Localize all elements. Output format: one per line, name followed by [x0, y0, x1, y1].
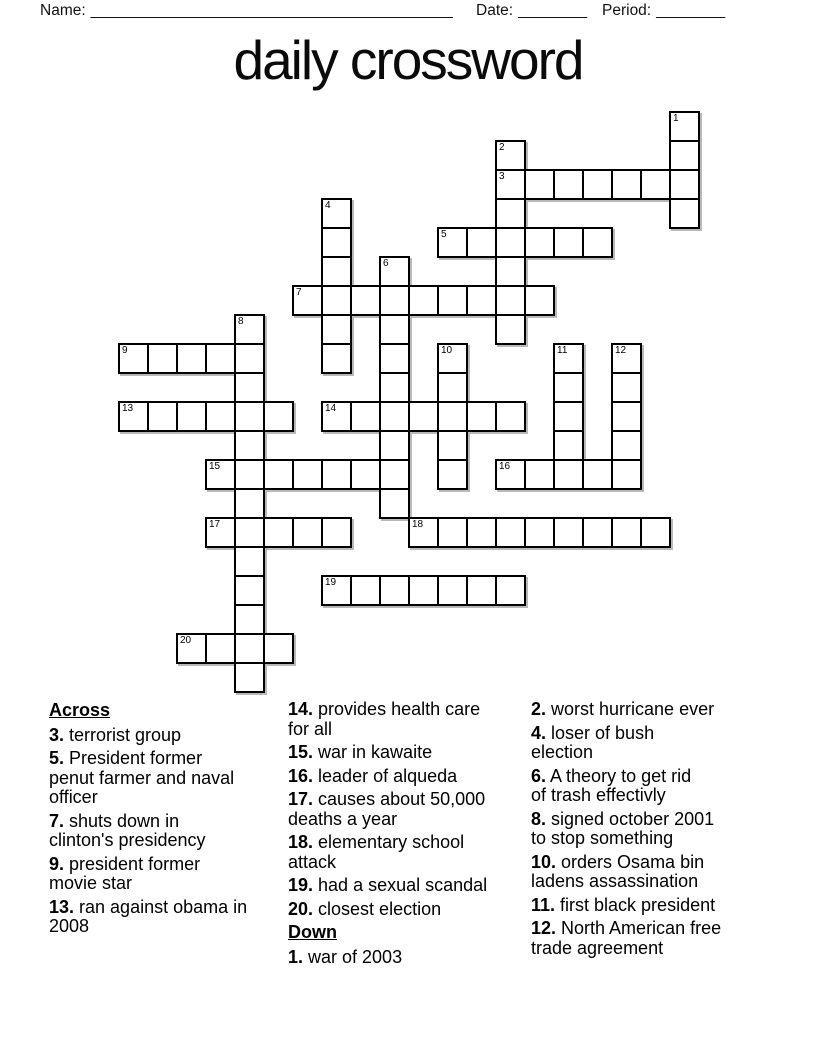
- clues-heading-down: Down: [288, 922, 337, 942]
- clue-5: 5. President former penut farmer and naval officer: [49, 748, 235, 807]
- cell-number: 14: [325, 403, 337, 414]
- clue-6: 6. A theory to get rid of trash effectivly: [531, 765, 692, 805]
- grid-cell[interactable]: [234, 546, 265, 577]
- date-label: Date:: [476, 2, 514, 19]
- clue-7: 7. shuts down in clinton's presidency: [49, 810, 206, 850]
- date-blank-line: ________: [518, 2, 588, 19]
- grid-cell[interactable]: [147, 343, 178, 374]
- grid-cell[interactable]: [321, 285, 352, 316]
- cell-number: 19: [325, 577, 337, 588]
- grid-cell[interactable]: [582, 517, 613, 548]
- clue-4: 4. loser of bush election: [531, 722, 655, 762]
- clue-8: 8. signed october 2001 to stop something: [531, 808, 715, 848]
- grid-cell[interactable]: [234, 430, 265, 461]
- grid-cell[interactable]: [582, 459, 613, 490]
- clue-11: 11. first black president: [531, 894, 716, 915]
- grid-cell[interactable]: [205, 343, 236, 374]
- grid-cell[interactable]: [379, 401, 410, 432]
- clue-1: 1. war of 2003: [288, 946, 403, 967]
- cell-number: 7: [296, 287, 302, 298]
- name-blank-line: __________________________________________: [90, 2, 453, 19]
- clue-number: 6.: [531, 765, 547, 786]
- cell-number: 9: [122, 345, 128, 356]
- grid-cell[interactable]: [379, 575, 410, 606]
- grid-cell[interactable]: [379, 343, 410, 374]
- grid-cell[interactable]: [640, 517, 671, 548]
- grid-cell[interactable]: [582, 227, 613, 258]
- clue-number: 15.: [288, 742, 314, 762]
- grid-cell[interactable]: [669, 198, 700, 229]
- cell-number: 8: [238, 316, 244, 327]
- clue-number: 19.: [288, 875, 314, 895]
- clue-16: 16. leader of alqueda: [288, 765, 458, 786]
- grid-cell[interactable]: [321, 575, 352, 606]
- cell-number: 11: [557, 345, 568, 356]
- grid-cell[interactable]: [263, 517, 294, 548]
- grid-cell[interactable]: [495, 227, 526, 258]
- grid-cell[interactable]: [495, 517, 526, 548]
- grid-cell[interactable]: [321, 314, 352, 345]
- grid-cell[interactable]: [524, 227, 555, 258]
- grid-cell[interactable]: [495, 198, 526, 229]
- grid-cell[interactable]: [234, 401, 265, 432]
- grid-cell[interactable]: [466, 517, 497, 548]
- grid-cell[interactable]: [669, 111, 700, 142]
- clue-number: 7.: [49, 810, 65, 831]
- clue-10: 10. orders Osama bin ladens assassination: [531, 851, 705, 891]
- grid-cell[interactable]: [495, 256, 526, 287]
- grid-cell[interactable]: [611, 401, 642, 432]
- grid-cell[interactable]: [379, 256, 410, 287]
- grid-cell[interactable]: [524, 169, 555, 200]
- clue-2: 2. worst hurricane ever: [531, 699, 715, 719]
- grid-cell[interactable]: [379, 488, 410, 519]
- grid-cell[interactable]: [263, 633, 294, 664]
- name-label: Name:: [40, 2, 86, 19]
- cell-number: 4: [325, 200, 331, 211]
- grid-cell[interactable]: [234, 633, 265, 664]
- cell-number: 15: [209, 461, 221, 472]
- clue-number: 16.: [288, 765, 314, 786]
- grid-cell[interactable]: [263, 401, 294, 432]
- clue-15: 15. war in kawaite: [288, 742, 433, 762]
- grid-cell[interactable]: [234, 662, 265, 693]
- grid-cell[interactable]: [437, 343, 468, 374]
- clue-number: 8.: [531, 808, 547, 829]
- grid-cell[interactable]: [524, 517, 555, 548]
- grid-cell[interactable]: [205, 633, 236, 664]
- grid-cell[interactable]: [437, 227, 468, 258]
- grid-cell[interactable]: [408, 575, 439, 606]
- cell-number: 20: [180, 635, 192, 646]
- grid-cell[interactable]: [350, 285, 381, 316]
- clue-18: 18. elementary school attack: [288, 832, 465, 872]
- grid-cell[interactable]: [437, 285, 468, 316]
- grid-cell[interactable]: [321, 227, 352, 258]
- grid-cell[interactable]: [321, 198, 352, 229]
- cell-number: 18: [412, 519, 424, 530]
- grid-cell[interactable]: [321, 256, 352, 287]
- cell-number: 12: [615, 345, 627, 356]
- grid-cell[interactable]: [553, 343, 584, 374]
- grid-cell[interactable]: [553, 401, 584, 432]
- grid-cell[interactable]: [611, 343, 642, 374]
- grid-cell[interactable]: [350, 459, 381, 490]
- clue-19: 19. had a sexual scandal: [288, 875, 488, 895]
- grid-cell[interactable]: [437, 372, 468, 403]
- grid-cell[interactable]: [466, 575, 497, 606]
- grid-cell[interactable]: [495, 285, 526, 316]
- grid-cell[interactable]: [524, 459, 555, 490]
- grid-cell[interactable]: [408, 285, 439, 316]
- grid-cell[interactable]: [466, 401, 497, 432]
- cell-number: 5: [441, 229, 447, 240]
- clue-number: 14.: [288, 699, 314, 719]
- grid-cell[interactable]: [495, 169, 526, 200]
- grid-cell[interactable]: [437, 517, 468, 548]
- clue-number: 10.: [531, 851, 557, 872]
- grid-cell[interactable]: [611, 459, 642, 490]
- grid-cell[interactable]: [118, 401, 149, 432]
- clue-number: 1.: [288, 946, 304, 967]
- grid-cell[interactable]: [669, 140, 700, 171]
- grid-cell[interactable]: [437, 401, 468, 432]
- clue-13: 13. ran against obama in 2008: [49, 896, 248, 936]
- clue-number: 11.: [531, 894, 556, 915]
- grid-cell[interactable]: [553, 459, 584, 490]
- clue-number: 9.: [49, 853, 65, 874]
- grid-cell[interactable]: [205, 401, 236, 432]
- clue-number: 5.: [49, 748, 65, 768]
- grid-cell[interactable]: [321, 343, 352, 374]
- grid-cell[interactable]: [553, 517, 584, 548]
- grid-cell[interactable]: [176, 401, 207, 432]
- grid-cell[interactable]: [379, 285, 410, 316]
- grid-cell[interactable]: [611, 169, 642, 200]
- grid-cell[interactable]: [147, 401, 178, 432]
- grid-cell[interactable]: [321, 517, 352, 548]
- grid-cell[interactable]: [350, 575, 381, 606]
- grid-cell[interactable]: [495, 575, 526, 606]
- clue-14: 14. provides health care for all: [288, 699, 481, 739]
- clue-number: 17.: [288, 789, 314, 809]
- clues-column-across: [49, 701, 291, 941]
- grid-cell[interactable]: [495, 401, 526, 432]
- grid-cell[interactable]: [234, 372, 265, 403]
- grid-cell[interactable]: [582, 169, 613, 200]
- cell-number: 13: [122, 403, 134, 414]
- grid-cell[interactable]: [408, 401, 439, 432]
- grid-cell[interactable]: [495, 140, 526, 171]
- clue-20: 20. closest election: [288, 898, 442, 919]
- clue-number: 20.: [288, 898, 314, 919]
- grid-cell[interactable]: [669, 169, 700, 200]
- grid-cell[interactable]: [263, 459, 294, 490]
- grid-cell[interactable]: [176, 343, 207, 374]
- clue-number: 3.: [49, 724, 65, 745]
- grid-cell[interactable]: [553, 227, 584, 258]
- grid-cell[interactable]: [118, 343, 149, 374]
- grid-cell[interactable]: [321, 459, 352, 490]
- grid-cell[interactable]: [379, 459, 410, 490]
- grid-cell[interactable]: [611, 372, 642, 403]
- page-title: daily crossword: [233, 29, 583, 91]
- grid-cell[interactable]: [234, 343, 265, 374]
- grid-cell[interactable]: [466, 285, 497, 316]
- cell-number: 6: [383, 258, 389, 269]
- cell-number: 16: [499, 461, 511, 472]
- grid-cell[interactable]: [437, 459, 468, 490]
- grid-cell[interactable]: [640, 169, 671, 200]
- grid-cell[interactable]: [292, 517, 323, 548]
- grid-cell[interactable]: [466, 227, 497, 258]
- clue-9: 9. president former movie star: [49, 853, 201, 893]
- grid-cell[interactable]: [611, 517, 642, 548]
- grid-cell[interactable]: [553, 430, 584, 461]
- clue-number: 12.: [531, 918, 557, 938]
- cell-number: 1: [673, 113, 679, 124]
- grid-cell[interactable]: [437, 430, 468, 461]
- grid-cell[interactable]: [408, 517, 439, 548]
- grid-cell[interactable]: [234, 488, 265, 519]
- period-label: Period:: [602, 2, 652, 19]
- grid-cell[interactable]: [234, 604, 265, 635]
- clues-column-down: [531, 700, 773, 962]
- grid-cell[interactable]: [379, 314, 410, 345]
- cell-number: 17: [209, 519, 221, 530]
- grid-cell[interactable]: [234, 314, 265, 345]
- grid-cell[interactable]: [205, 517, 236, 548]
- clues-column-middle: [288, 700, 530, 971]
- grid-cell[interactable]: [292, 285, 323, 316]
- grid-cell[interactable]: [524, 285, 555, 316]
- grid-cell[interactable]: [553, 372, 584, 403]
- grid-cell[interactable]: [379, 430, 410, 461]
- clue-17: 17. causes about 50,000 deaths a year: [288, 789, 486, 829]
- clue-12: 12. North American free trade agreement: [531, 918, 722, 958]
- grid-cell[interactable]: [321, 401, 352, 432]
- cell-number: 3: [499, 171, 505, 182]
- grid-cell[interactable]: [495, 314, 526, 345]
- cell-number: 2: [499, 142, 505, 153]
- grid-cell[interactable]: [495, 459, 526, 490]
- grid-cell[interactable]: [234, 517, 265, 548]
- clue-3: 3. terrorist group: [49, 724, 182, 745]
- clue-number: 18.: [288, 832, 314, 852]
- clue-number: 13.: [49, 896, 75, 917]
- grid-cell[interactable]: [292, 459, 323, 490]
- clue-number: 4.: [531, 722, 547, 743]
- grid-cell[interactable]: [176, 633, 207, 664]
- cell-number: 10: [441, 345, 453, 356]
- grid-cell[interactable]: [234, 575, 265, 606]
- grid-cell[interactable]: [234, 459, 265, 490]
- grid-cell[interactable]: [611, 430, 642, 461]
- grid-cell[interactable]: [350, 401, 381, 432]
- clues-heading-across: Across: [49, 700, 111, 720]
- grid-cell[interactable]: [437, 575, 468, 606]
- grid-cell[interactable]: [205, 459, 236, 490]
- grid-cell[interactable]: [553, 169, 584, 200]
- period-blank-line: ________: [656, 2, 726, 19]
- grid-cell[interactable]: [379, 372, 410, 403]
- clue-number: 2.: [531, 699, 547, 719]
